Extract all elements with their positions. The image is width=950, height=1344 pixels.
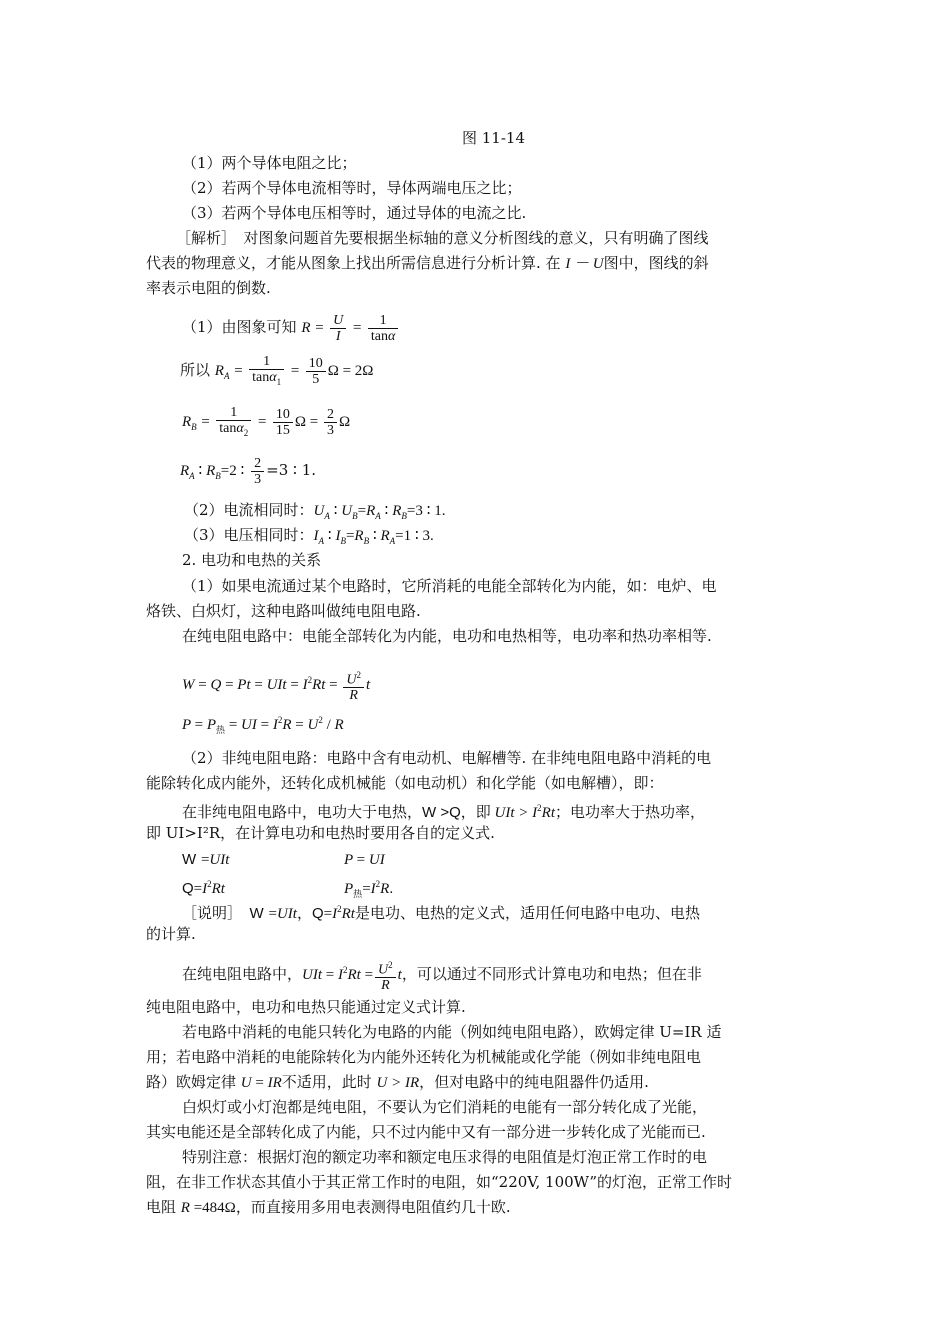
figure-caption: 图 11-14	[462, 129, 526, 147]
s2-p3-line-1: （2）非纯电阻电路：电路中含有电动机、电解槽等. 在非纯电阻电路中消耗的电	[182, 749, 712, 767]
def-q: $=I^2Rt$	[193, 879, 225, 897]
step-2-line	[184, 500, 445, 526]
s2-p1-line-1: （1）如果电流通过某个电路时，它所消耗的电能全部转化为内能，如：电炉、电	[182, 577, 717, 595]
ratio-text: $R_A$ ∶ $R_B=2$ ∶	[180, 463, 245, 481]
step-2-label: （2）电流相同时：	[184, 501, 314, 519]
ratio-line	[180, 452, 316, 494]
note-w-def: =UIt	[268, 906, 297, 922]
note-label: ［说明］	[182, 904, 235, 922]
formula-p	[182, 710, 344, 740]
analysis-line-2	[146, 253, 709, 274]
def-p: P = UI	[344, 852, 385, 868]
p4-text: 在非纯电阻电路中，电功大于电热，	[182, 803, 423, 821]
def-q-line	[182, 874, 225, 899]
u-gt-ir: U > IR	[376, 1075, 420, 1091]
step-3-line	[184, 525, 434, 551]
formula-r: R = $\frac{U}{I}$ = $\frac{1}{\tan\alpha}$	[301, 320, 400, 336]
note-tail: 是电功、电热的定义式，适用任何电路中电功、电热	[354, 904, 700, 922]
p5-text: 在纯电阻电路中，	[182, 965, 303, 983]
p6-text: 不适用，此时	[281, 1073, 377, 1091]
step-1-line	[182, 310, 400, 345]
def-p-heat: $P_热=I^2R$.	[344, 879, 394, 899]
s2-p5-line-2: 纯电阻电路中，电功和电热只能通过定义式计算.	[146, 998, 466, 1016]
s2-p7-line-1: 白炽灯或小灯泡都是纯电阻，不要认为它们消耗的电能有一部分转化成了光能，	[182, 1098, 708, 1116]
def-p-line	[344, 849, 385, 870]
fraction: $\frac{10}{15}$	[273, 407, 293, 438]
step-3-label: （3）电压相同时：	[184, 526, 314, 544]
analysis-text: 图中，图线的斜	[603, 254, 709, 272]
note-w: W	[234, 905, 264, 922]
ra-line	[180, 352, 373, 394]
step-1-label: （1）由图象可知	[182, 318, 297, 336]
fraction: $\frac{1}{\tan\alpha_1}$	[249, 354, 284, 390]
question-3: （3）若两个导体电压相等时，通过导体的电流之比.	[182, 204, 527, 222]
s2-p4-line-1	[182, 798, 705, 823]
q-symbol: Q	[182, 880, 194, 897]
fraction: $\frac{1}{\tan\alpha}$	[368, 313, 398, 344]
analysis-line-3: 率表示电阻的倒数.	[146, 279, 271, 297]
s2-p3-line-2: 能除转化成内能外，还转化成机械能（如电动机）和化学能（如电解槽），即：	[146, 774, 664, 792]
p8-text: 电阻	[146, 1198, 181, 1216]
so-label: 所以	[180, 361, 211, 379]
s2-p6-line-3	[146, 1072, 649, 1093]
note-sep: ，	[296, 904, 312, 922]
step-2-eq: $U_A$ ∶ $U_B=R_A$ ∶ $R_B=3$ ∶ 1.	[313, 503, 446, 521]
s2-p8-line-1: 特别注意：根据灯泡的额定功率和额定电压求得的电阻值是灯泡正常工作时的电	[182, 1148, 708, 1166]
s2-p7-line-2: 其实电能还是全部转化成了内能，只不过内能中又有一部分进一步转化成了光能而已.	[146, 1123, 706, 1141]
section-2-heading: 2. 电功和电热的关系	[182, 551, 322, 569]
uit-gt-i2rt: UIt > $I^2Rt$	[490, 803, 556, 821]
p8-text: ，而直接用多用电表测得电阻值约几十欧.	[235, 1198, 511, 1216]
p6-text: ，但对电路中的纯电阻器件仍适用.	[419, 1073, 649, 1091]
iu-graph-label: I － U	[565, 256, 604, 272]
u-eq-ir: U = IR	[240, 1075, 282, 1091]
p6-text: 路）欧姆定律	[146, 1073, 241, 1091]
fraction: $\frac{2}{3}$	[324, 407, 337, 438]
formula-rb: $R_B$ = $\frac{1}{\tan\alpha_2}$ = $\frac{10}{15}$ Ω = $\frac{2}{3}$ Ω	[182, 414, 350, 430]
formula-ra: $R_A$ = $\frac{1}{\tan\alpha_1}$ = $\frac{10}{5}$ Ω = 2Ω	[215, 363, 374, 379]
note-q: Q	[311, 905, 324, 922]
question-1: （1）两个导体电阻之比；	[182, 154, 357, 172]
question-2: （2）若两个导体电流相等时，导体两端电压之比；	[182, 179, 522, 197]
s2-p6-line-1: 若电路中消耗的电能只转化为电路的内能（例如纯电阻电路），欧姆定律 U=IR 适	[182, 1023, 722, 1041]
def-w-line	[182, 849, 229, 870]
analysis-line-1: ［解析］ 对图象问题首先要根据坐标轴的意义分析图线的意义，只有明确了图线	[176, 229, 709, 247]
p5-formula: UIt = $I^2Rt$ = $\frac{U^2}{R}$ t	[302, 959, 402, 994]
note-q-def: $=I^2Rt$	[323, 904, 355, 922]
def-w: =UIt	[200, 852, 230, 868]
formula-w	[182, 662, 370, 703]
p4-text: ；电功率大于热功率，	[555, 803, 706, 821]
p4-text: ，即	[460, 803, 491, 821]
fraction: $\frac{2}{3}$	[251, 456, 264, 487]
s2-p8-line-2: 阻，在非工作状态其值小于其正常工作时的电阻，如“220V, 100W”的灯泡，正常工作时	[146, 1173, 733, 1191]
fraction: $\frac{U^2}{R}$	[375, 958, 396, 994]
s2-p2: 在纯电阻电路中：电能全部转化为内能，电功和电热相等，电功率和热功率相等.	[182, 627, 712, 645]
note-line-1	[182, 899, 700, 924]
fraction: $\frac{1}{\tan\alpha_2}$	[216, 405, 251, 441]
fraction: $\frac{10}{5}$	[306, 356, 326, 387]
fraction: $\frac{U}{I}$	[330, 313, 346, 344]
formula-p-text: $P = P_热$ = UI = $I^2R = U^2 / R$	[182, 715, 344, 735]
rb-line	[182, 403, 350, 445]
s2-p6-line-2: 用；若电路中消耗的电能除转化为内能外还转化为机械能或化学能（例如非纯电阻电	[146, 1048, 702, 1066]
r-484: R =484Ω	[180, 1200, 236, 1216]
s2-p4-line-2: 即 UI>I²R，在计算电功和电热时要用各自的定义式.	[146, 824, 495, 842]
note-line-2: 的计算.	[146, 925, 196, 943]
ratio-tail: =3 ∶ 1.	[266, 461, 317, 479]
s2-p5-line-1	[182, 950, 702, 995]
step-3-eq: $I_A$ ∶ $I_B=R_B$ ∶ $R_A=1$ ∶ 3.	[313, 528, 434, 546]
fraction: $\frac{U^2}{R}$	[343, 668, 364, 704]
formula-w-text: W = Q = Pt = UIt = $I^2Rt$ = $\frac{U^2}{R}$ t	[182, 669, 371, 704]
s2-p8-line-3	[146, 1197, 511, 1218]
analysis-text: 代表的物理意义，才能从图象上找出所需信息进行分析计算. 在	[146, 254, 566, 272]
w-symbol: W	[182, 851, 197, 868]
p5-text: ，可以通过不同形式计算电功和电热；但在非	[401, 965, 702, 983]
w-gt-q: W >Q	[422, 804, 461, 821]
s2-p1-line-2: 烙铁、白炽灯，这种电路叫做纯电阻电路.	[146, 602, 421, 620]
